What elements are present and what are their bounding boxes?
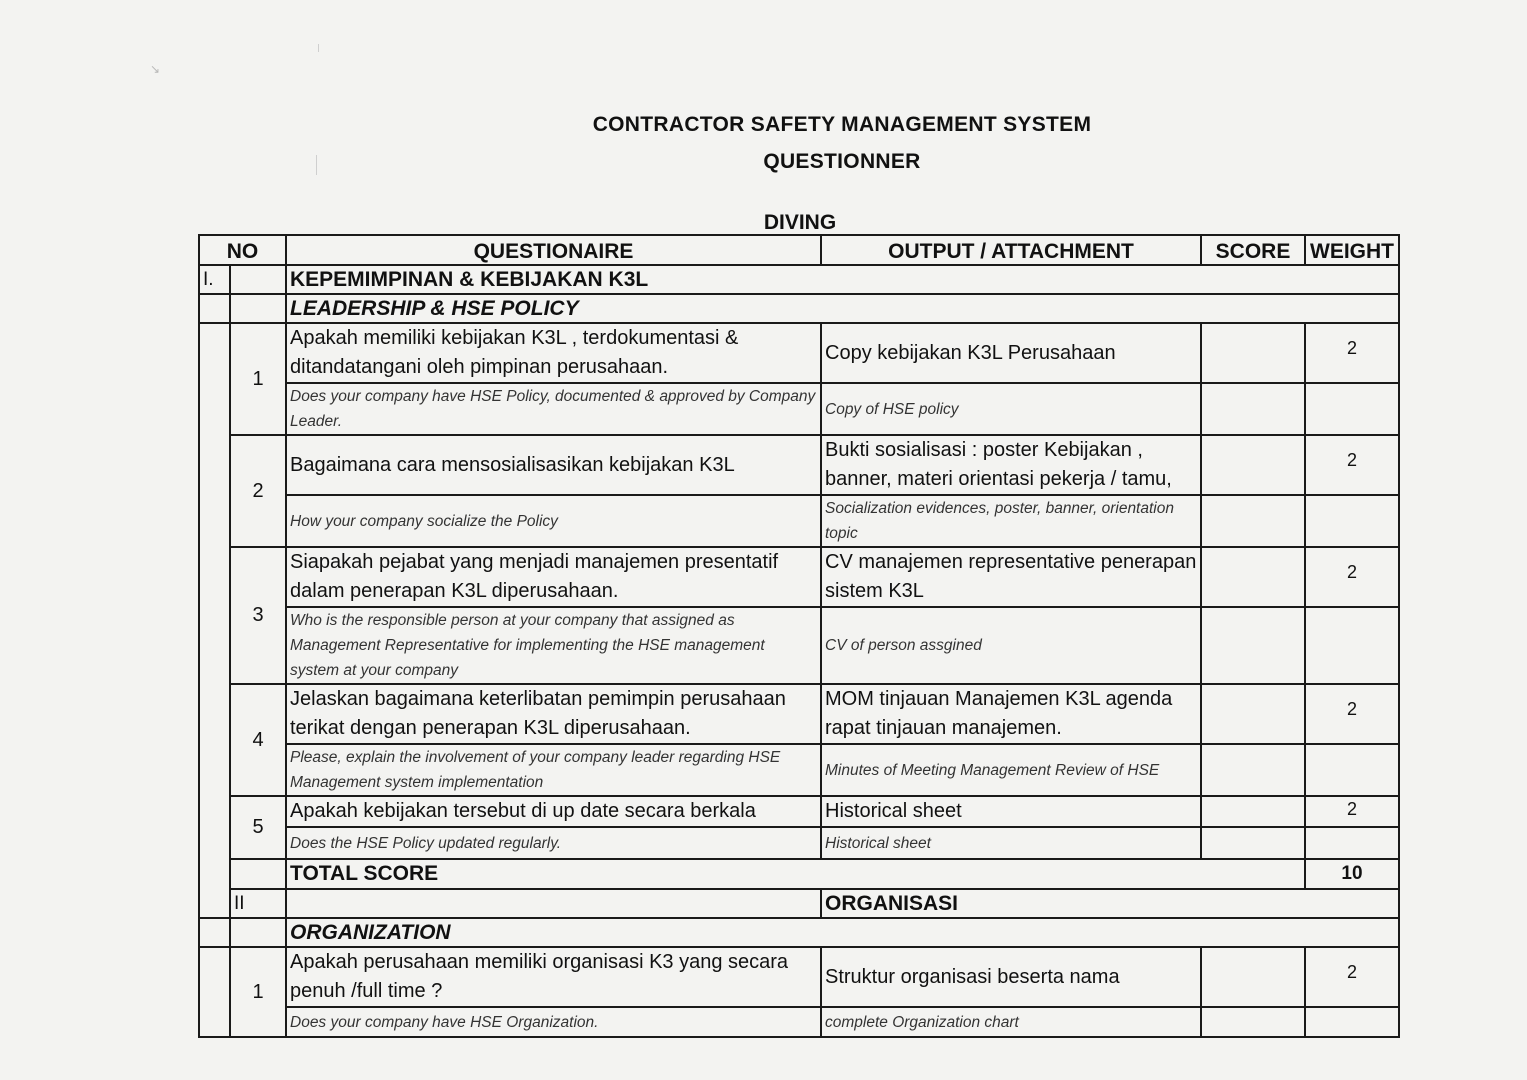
scan-artifact-icon — [316, 155, 317, 175]
score-cell[interactable] — [1201, 684, 1305, 744]
empty-cell — [230, 294, 286, 323]
empty-cell — [1305, 827, 1399, 859]
table-row — [199, 383, 1399, 435]
score-cell[interactable] — [1201, 547, 1305, 607]
table-header-row — [199, 235, 1399, 265]
weight-cell: 2 — [1305, 947, 1399, 1007]
output-en: Socialization evidences, poster, banner, orientation topic — [821, 495, 1201, 547]
score-cell[interactable] — [1201, 947, 1305, 1007]
weight-cell: 2 — [1305, 547, 1399, 607]
questionnaire-table — [198, 234, 1400, 1038]
section-label: DIVING — [763, 211, 837, 234]
column-header-questionaire: QUESTIONAIRE — [286, 235, 821, 265]
item-number: 3 — [230, 547, 286, 684]
score-cell[interactable] — [1201, 607, 1305, 684]
section-title-en: LEADERSHIP & HSE POLICY — [286, 294, 1399, 323]
question-id: Bagaimana cara mensosialisasikan kebijakan K3L — [286, 435, 821, 495]
empty-cell — [230, 859, 286, 889]
output-en: Historical sheet — [821, 827, 1201, 859]
output-id: Bukti sosialisasi : poster Kebijakan , banner, materi orientasi pekerja / tamu, — [821, 435, 1201, 495]
output-id: Struktur organisasi beserta nama — [821, 947, 1201, 1007]
output-en: Minutes of Meeting Management Review of HSE — [821, 744, 1201, 796]
section-number: II — [230, 889, 286, 918]
total-row — [199, 859, 1399, 889]
weight-cell: 2 — [1305, 796, 1399, 827]
document-subtitle: QUESTIONNER — [763, 150, 921, 173]
column-header-no: NO — [199, 235, 286, 265]
table-row — [199, 744, 1399, 796]
section-title-en: ORGANIZATION — [286, 918, 1399, 947]
output-id: Historical sheet — [821, 796, 1201, 827]
question-id: Apakah perusahaan memiliki organisasi K3 yang secara penuh /full time ? — [286, 947, 821, 1007]
column-header-weight: WEIGHT — [1305, 235, 1399, 265]
weight-cell: 2 — [1305, 684, 1399, 744]
question-id: Apakah kebijakan tersebut di up date secara berkala — [286, 796, 821, 827]
table-row — [199, 495, 1399, 547]
weight-cell: 2 — [1305, 435, 1399, 495]
table-row — [199, 435, 1399, 495]
column-header-output: OUTPUT / ATTACHMENT — [821, 235, 1201, 265]
table-row — [199, 1007, 1399, 1037]
empty-cell — [199, 323, 230, 918]
table-row — [199, 547, 1399, 607]
total-weight: 10 — [1305, 859, 1399, 889]
item-number: 2 — [230, 435, 286, 547]
question-en: Please, explain the involvement of your company leader regarding HSE Management system implementation — [286, 744, 821, 796]
section-row — [199, 265, 1399, 294]
score-cell[interactable] — [1201, 383, 1305, 435]
question-en: How your company socialize the Policy — [286, 495, 821, 547]
item-number: 4 — [230, 684, 286, 796]
question-en: Does the HSE Policy updated regularly. — [286, 827, 821, 859]
section-row — [199, 889, 1399, 918]
score-cell[interactable] — [1201, 495, 1305, 547]
empty-cell — [199, 294, 230, 323]
score-cell[interactable] — [1201, 1007, 1305, 1037]
item-number: 1 — [230, 323, 286, 435]
empty-cell — [199, 918, 230, 947]
empty-cell — [1305, 1007, 1399, 1037]
table-row — [199, 323, 1399, 383]
empty-cell — [230, 265, 286, 294]
section-title-id: ORGANISASI — [821, 889, 1399, 918]
table-row — [199, 947, 1399, 1007]
question-en: Does your company have HSE Organization. — [286, 1007, 821, 1037]
scan-mark-icon: ↘ — [150, 62, 161, 76]
score-cell[interactable] — [1201, 435, 1305, 495]
output-id: MOM tinjauan Manajemen K3L agenda rapat tinjauan manajemen. — [821, 684, 1201, 744]
empty-cell — [1305, 495, 1399, 547]
empty-cell — [1305, 383, 1399, 435]
document-title: CONTRACTOR SAFETY MANAGEMENT SYSTEM — [592, 113, 1092, 136]
question-en: Who is the responsible person at your company that assigned as Management Representative for implementing the HSE management system at your company — [286, 607, 821, 684]
section-row — [199, 294, 1399, 323]
question-id: Jelaskan bagaimana keterlibatan pemimpin perusahaan terikat dengan penerapan K3L diperusahaan. — [286, 684, 821, 744]
section-row — [199, 918, 1399, 947]
item-number: 5 — [230, 796, 286, 859]
output-en: CV of person assgined — [821, 607, 1201, 684]
question-id: Siapakah pejabat yang menjadi manajemen presentatif dalam penerapan K3L diperusahaan. — [286, 547, 821, 607]
section-number: I. — [199, 265, 230, 294]
score-cell[interactable] — [1201, 323, 1305, 383]
total-score-label: TOTAL SCORE — [286, 859, 1305, 889]
weight-cell: 2 — [1305, 323, 1399, 383]
empty-cell — [286, 889, 821, 918]
score-cell[interactable] — [1201, 796, 1305, 827]
question-id: Apakah memiliki kebijakan K3L , terdokumentasi & ditandatangani oleh pimpinan perusahaan. — [286, 323, 821, 383]
empty-cell — [230, 918, 286, 947]
empty-cell — [1305, 607, 1399, 684]
output-id: Copy kebijakan K3L Perusahaan — [821, 323, 1201, 383]
table-row — [199, 827, 1399, 859]
empty-cell — [199, 947, 230, 1037]
output-en: complete Organization chart — [821, 1007, 1201, 1037]
output-en: Copy of HSE policy — [821, 383, 1201, 435]
section-title-id: KEPEMIMPINAN & KEBIJAKAN K3L — [286, 265, 1399, 294]
output-id: CV manajemen representative penerapan sistem K3L — [821, 547, 1201, 607]
column-header-score: SCORE — [1201, 235, 1305, 265]
table-row — [199, 607, 1399, 684]
score-cell[interactable] — [1201, 744, 1305, 796]
scan-artifact-icon — [318, 44, 319, 52]
table-row — [199, 796, 1399, 827]
empty-cell — [1305, 744, 1399, 796]
question-en: Does your company have HSE Policy, documented & approved by Company Leader. — [286, 383, 821, 435]
score-cell[interactable] — [1201, 827, 1305, 859]
item-number: 1 — [230, 947, 286, 1037]
table-row — [199, 684, 1399, 744]
